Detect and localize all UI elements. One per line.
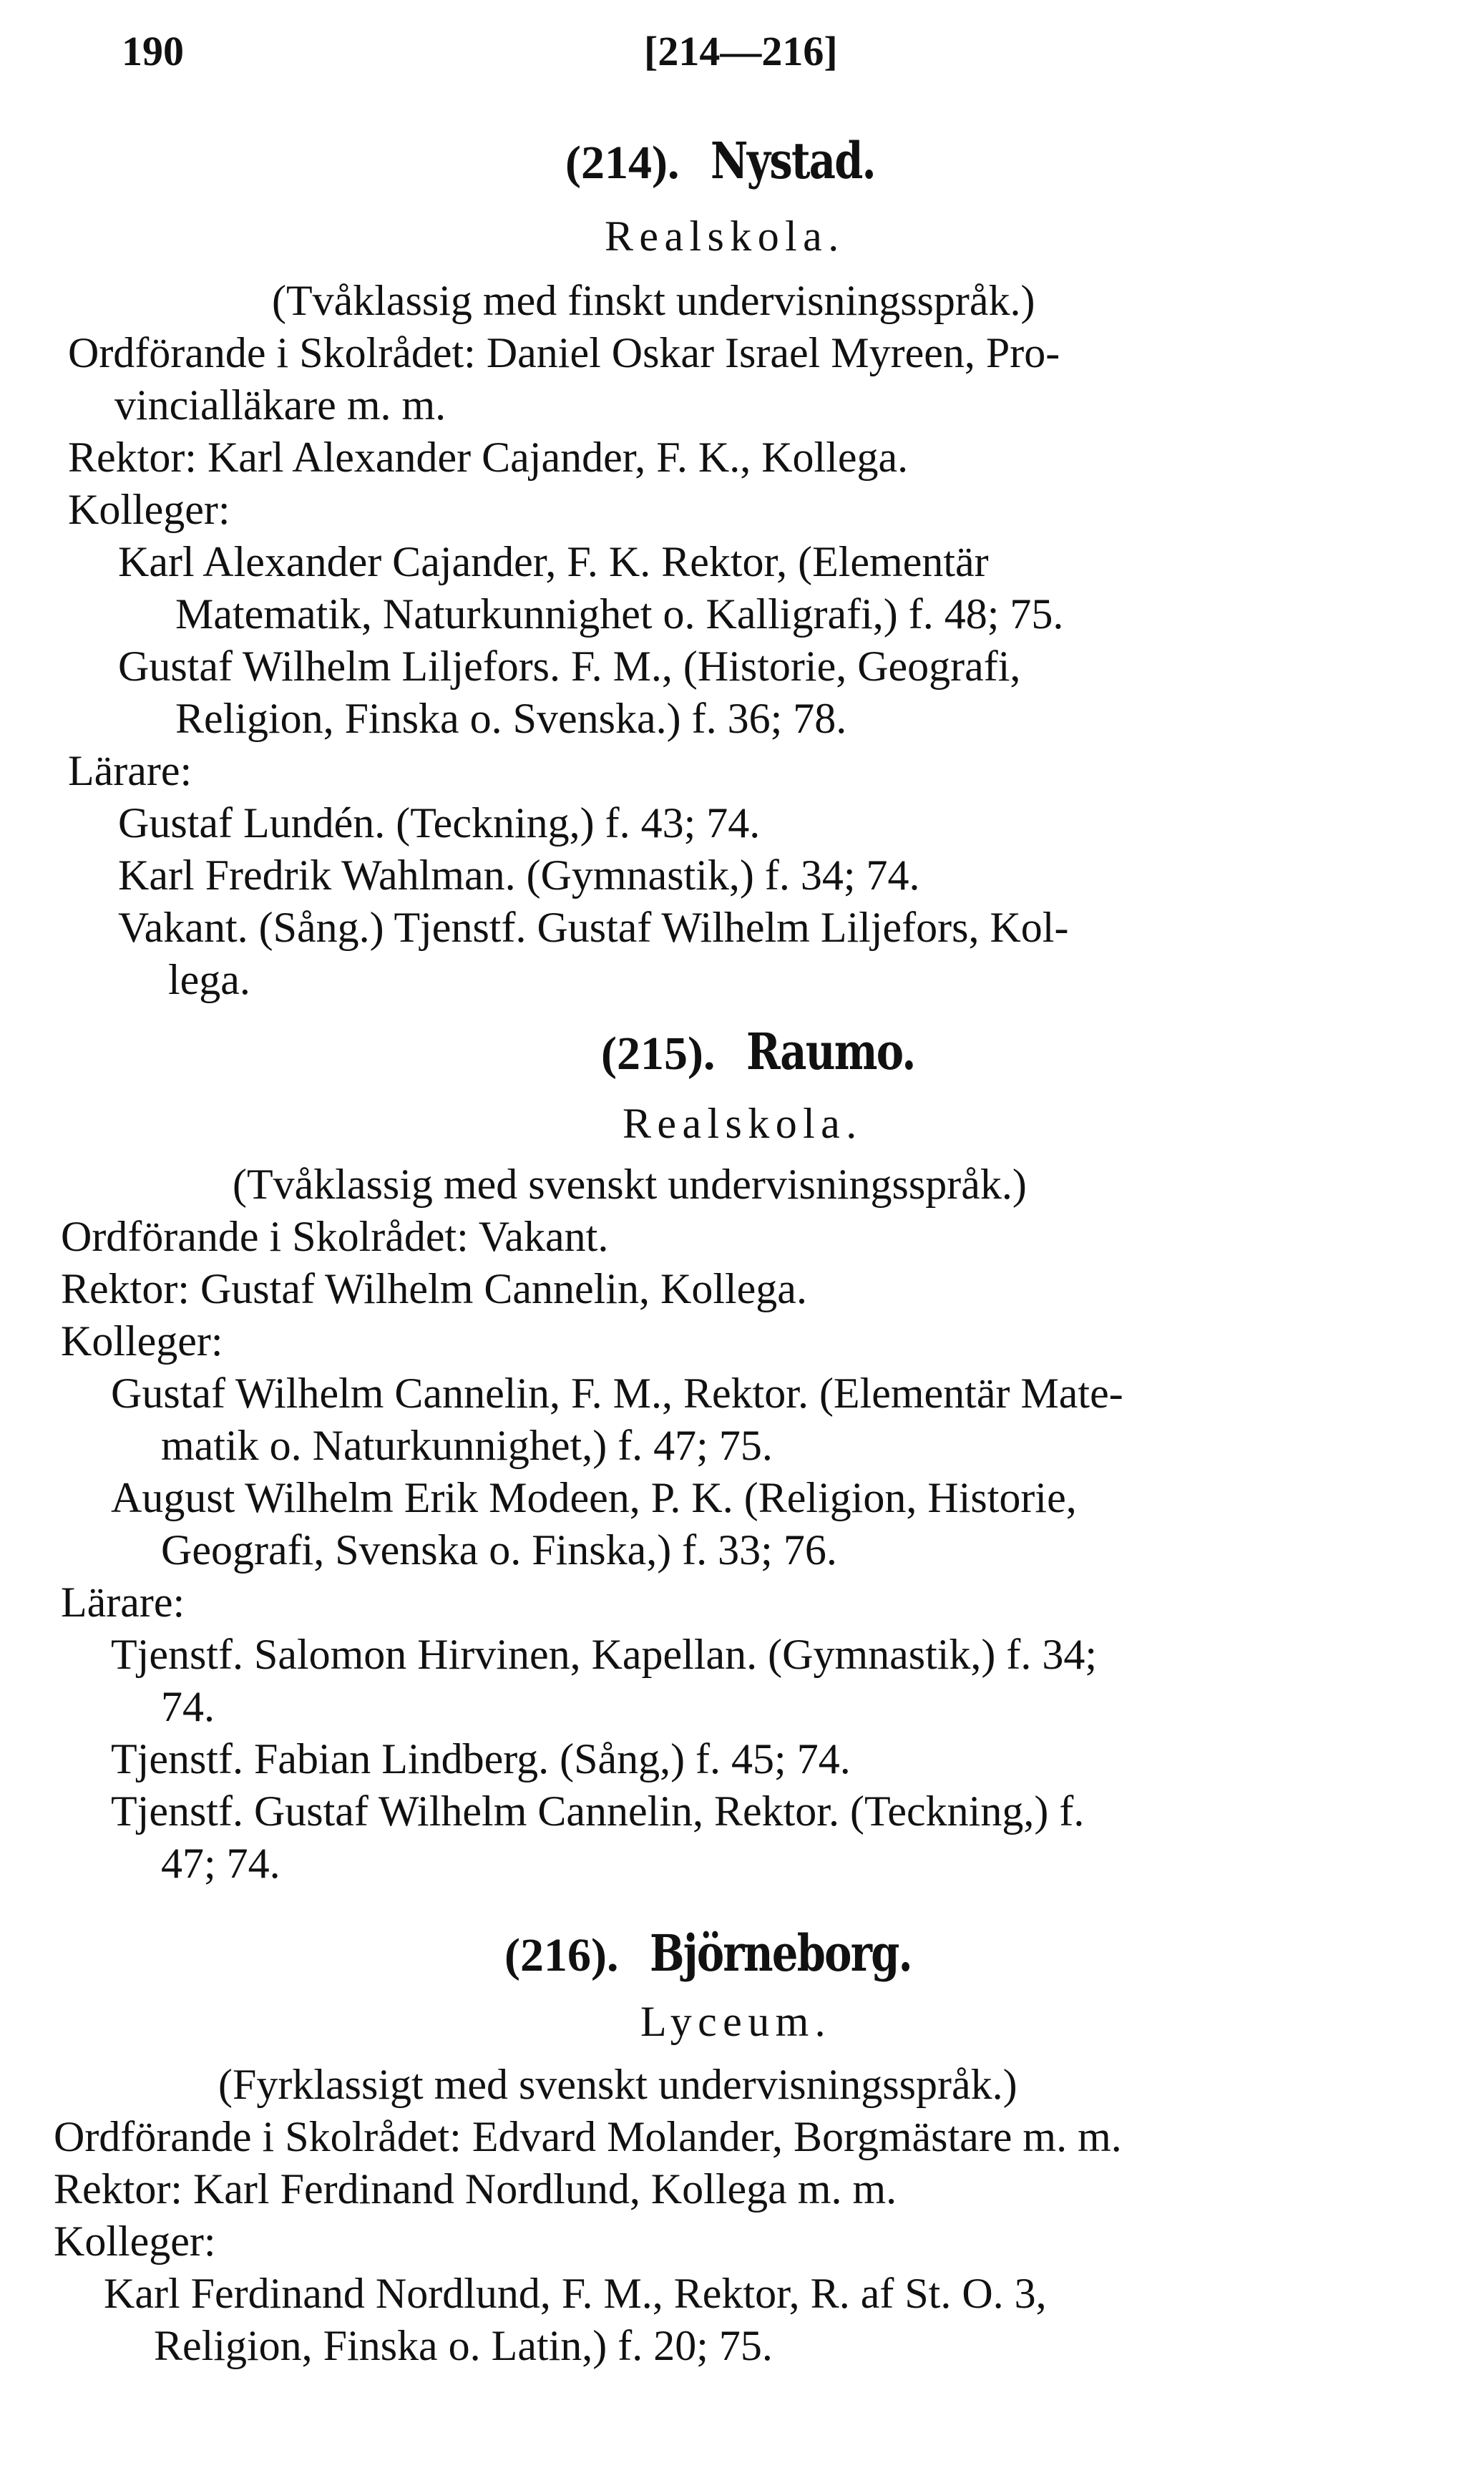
text-line: Rektor: Gustaf Wilhelm Cannelin, Kollega. <box>61 1265 807 1312</box>
section-number: (216). <box>504 1929 619 1981</box>
town-name: Raumo. <box>746 1022 916 1081</box>
school-type: Realskola. <box>623 1100 863 1147</box>
section-heading-216 <box>504 1925 970 1996</box>
text-line: Rektor: Karl Ferdinand Nordlund, Kollega m. m. <box>54 2165 897 2213</box>
text-line: 74. <box>161 1683 215 1730</box>
text-line: 47; 74. <box>161 1840 280 1887</box>
section-number: (215). <box>601 1028 716 1080</box>
text-line: Gustaf Wilhelm Liljefors. F. M., (Historie, Geografi, <box>118 643 1021 690</box>
text-line: (Tvåklassig med finskt undervisningsspråk.) <box>272 277 1035 324</box>
text-line: Kolleger: <box>61 1317 223 1365</box>
text-line: Lärare: <box>61 1579 185 1626</box>
school-type: Lyceum. <box>640 1998 832 2045</box>
entry-range: [214—216] <box>644 28 838 74</box>
school-type: Realskola. <box>605 213 845 260</box>
text-line: August Wilhelm Erik Modeen, P. K. (Religion, Historie, <box>111 1474 1077 1521</box>
page-header <box>0 20 1484 84</box>
text-line: Religion, Finska o. Latin,) f. 20; 75. <box>154 2322 773 2369</box>
text-line: Kolleger: <box>68 486 230 533</box>
text-line: Rektor: Karl Alexander Cajander, F. K., Kollega. <box>68 434 909 481</box>
text-line: lega. <box>168 956 250 1003</box>
text-line: vincialläkare m. m. <box>114 381 446 429</box>
section-heading-215 <box>601 1023 952 1095</box>
text-line: Lärare: <box>68 747 192 794</box>
text-line: Ordförande i Skolrådet: Vakant. <box>61 1213 609 1260</box>
text-line: Karl Ferdinand Nordlund, F. M., Rektor, R. af St. O. 3, <box>104 2270 1047 2317</box>
text-line: Tjenstf. Salomon Hirvinen, Kapellan. (Gymnastik,) f. 34; <box>111 1631 1098 1678</box>
section-number: (214). <box>565 137 680 189</box>
text-line: Karl Alexander Cajander, F. K. Rektor, (Elementär <box>118 538 989 585</box>
text-line: (Tvåklassig med svenskt undervisningsspråk.) <box>233 1161 1027 1208</box>
text-line: Matematik, Naturkunnighet o. Kalligrafi,) f. 48; 75. <box>175 590 1064 638</box>
text-line: Geografi, Svenska o. Finska,) f. 33; 76. <box>161 1526 837 1574</box>
page-number: 190 <box>122 28 184 74</box>
text-line: (Fyrklassigt med svenskt undervisningsspråk.) <box>218 2061 1017 2108</box>
text-line: Vakant. (Sång.) Tjenstf. Gustaf Wilhelm Liljefors, Kol- <box>118 904 1069 951</box>
town-name: Nystad. <box>711 131 876 190</box>
section-heading-214 <box>565 132 912 204</box>
town-name: Björneborg. <box>650 1923 912 1983</box>
text-line: Tjenstf. Gustaf Wilhelm Cannelin, Rektor. (Teckning,) f. <box>111 1787 1085 1835</box>
text-line: Gustaf Lundén. (Teckning,) f. 43; 74. <box>118 799 761 847</box>
text-line: matik o. Naturkunnighet,) f. 47; 75. <box>161 1422 773 1469</box>
text-line: Kolleger: <box>54 2218 216 2265</box>
text-line: Ordförande i Skolrådet: Edvard Molander, Borgmästare m. m. <box>54 2113 1122 2160</box>
text-line: Ordförande i Skolrådet: Daniel Oskar Israel Myreen, Pro- <box>68 329 1060 376</box>
text-line: Tjenstf. Fabian Lindberg. (Sång,) f. 45; 74. <box>111 1735 851 1782</box>
text-line: Karl Fredrik Wahlman. (Gymnastik,) f. 34; 74. <box>118 852 920 899</box>
text-line: Religion, Finska o. Svenska.) f. 36; 78. <box>175 695 847 742</box>
text-line: Gustaf Wilhelm Cannelin, F. M., Rektor. (Elementär Mate- <box>111 1370 1123 1417</box>
